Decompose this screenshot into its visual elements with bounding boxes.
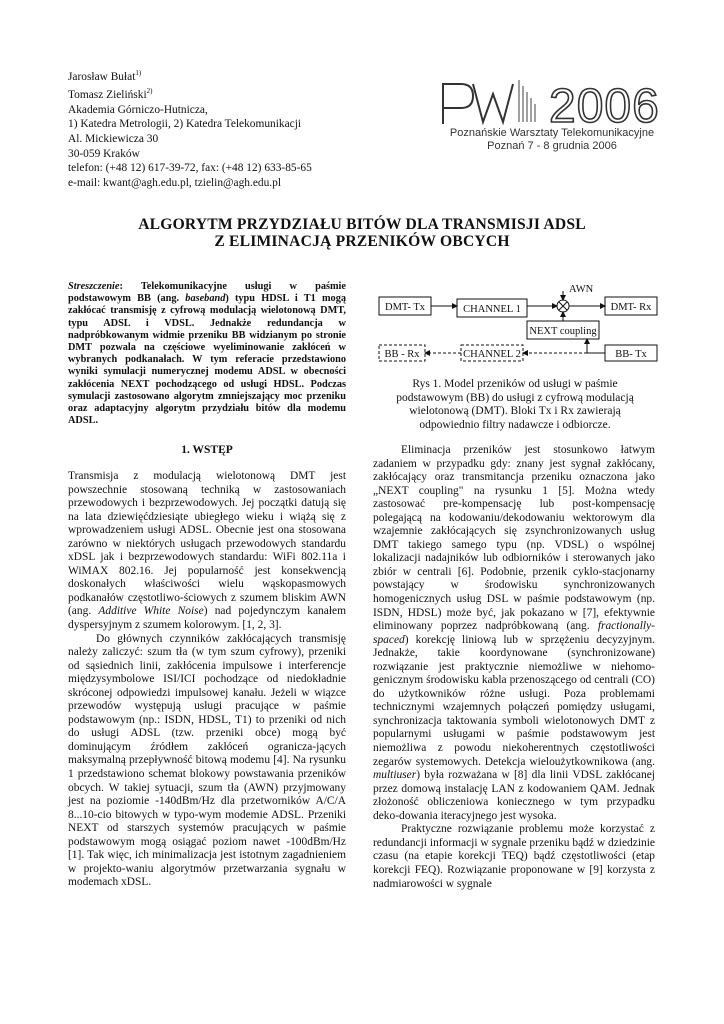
logo-caption-line1: Poznańskie Warsztaty Telekomunikacyjne — [449, 127, 655, 139]
text-run: ) była rozważana w [8] dla linii VDSL zakłócanej przez domową instalację LAN z kodowaniem QAM. Jednak złożoność obliczeniowa koniecznego w tym przypadku deko-dowania iteracyjnego jest wysoka. — [373, 769, 655, 822]
section-heading: 1. WSTĘP — [181, 444, 233, 456]
departments: 1) Katedra Metrologii, 2) Katedra Telekomunikacji — [68, 118, 302, 131]
address-street: Al. Mickiewicza 30 — [68, 132, 159, 145]
left-column-body — [68, 470, 346, 890]
right-column-body — [373, 444, 655, 891]
abstract-em: baseband — [185, 293, 226, 305]
block-diagram — [373, 283, 663, 369]
paragraph: Do głównych czynników zakłócających transmisję należy zaliczyć: szum tła (w tym szum cyfrowy), przeniki od sąsiednich linii, zakłócenia impulsowe i interferencje międzysymbolowe ISI/ICI pochodzące od niedokładnie skróconej odpowiedzi impulsowej kanału. Jeżeli w wiązce przewodów występują usługi pracujące w paśmie podstawowym (np.: ISDN, HDSL, T1) to przeniki od nich do usługi ADSL (tzw. przeniki obce) mogą być dominującym źródłem zakłóceń ogranicza-jących maksymalną przepływność bitową modemu [4]. Na rysunku 1 przedstawiono schemat blokowy powstawania przeników obcych. W takiej sytuacji, szum tła (AWN) przyjmowany jest na poziomie -140dBm/Hz dla przetworników A/C/A 8...10-cio bitowych w typo-wym modemie ADSL. Przeniki NEXT od starszych systemów pracujących w paśmie podstawowym mogą osiągać poziom nawet -100dBm/Hz [1]. Tak więc, ich minimalizacja jest istotnym zagadnieniem w projekto-waniu algorytmów przetwarzania sygnału w modemach xDSL. — [68, 632, 346, 889]
bb-tx-label: BB- Tx — [615, 349, 647, 360]
bb-rx-label: BB - Rx — [384, 349, 420, 360]
paragraph — [373, 444, 655, 823]
abstract-text-b: ) typu HDSL i T1 mogą zakłócać transmisję z cyfrową modulacją wielotonową DMT, typu ADSL i VDSL. Jednakże redundancja w nadpróbkowanym widmie przeniku BB widzianym po stronie DMT pozwala na częściowe wyeliminowanie zakłóceń w wybranych podkanałach. W tym referacie przedstawiono wyniki symulacji numerycznej modemu ADSL w obecności zakłócenia NEXT pochodzącego od usługi HDSL. Podczas symulacji zastosowano algorytm zmniejszający moc przeniku oraz adaptacyjny algorytm przydziału bitów dla modemu ADSL. — [68, 293, 346, 427]
text-run: ) korekcję liniową lub w sprzężeniu decyzyjnym. Jednakże, takie koordynowane (synchronizowane) rozwiązanie jest praktycznie niemożliwe w niehomo-genicznym środowisku kabla przenoszącego od centrali (CO) do użytkowników różne usługi. Poza problemami technicznymi wzajemnych połączeń pomiędzy usługami, synchronizacja taktowania symboli wielotonowych DMT z popularnymi usługami w paśmie podstawowym jest niemożliwa z powodu niekoherentnych częstotliwości zegarów systemowych. Detekcja wieloużytkownikowa (ang. — [373, 633, 655, 768]
figure-caption: Rys 1. Model przeników od usługi w paśmie podstawowym (BB) do usługi z cyfrową modulacją wielotonową (DMT). Bloki Tx i Rx zawierają odpowiednio filtry nadawcze i odbiorcze. — [396, 378, 634, 431]
text-run: ) nad pojedynczym kanałem dyspersyjnym z szumem kolorowym. [1, 2, 3]. — [68, 605, 347, 632]
channel2-label: CHANNEL 2 — [463, 349, 521, 360]
paper-title — [60, 216, 664, 250]
dmt-rx-label: DMT- Rx — [610, 302, 652, 313]
paragraph: Praktyczne rozwiązanie problemu może korzystać z redundancji informacji w sygnale przeniku bądź w dziedzinie czasu (na etapie korekcji TEQ) bądź częstotliwości (etap korekcji FEQ). Rozwiązanie proponowane w [9] korzysta z nadmiarowości w sygnale — [373, 823, 655, 890]
address-city: 30-059 Kraków — [68, 147, 140, 160]
text-run: Transmisja z modulacją wielotonową DMT jest powszechnie stosowaną techniką w zastosowaniach przewodowych i bezprzewodowych. Jej początki datują się na lata dziewięćdziesiąte ubiegłego wieku i wiążą się z wprowadzeniem usługi ADSL. Obecnie jest ona stosowana zarówno w niektórych usługach przewodowych standardu xDSL jak i bezprzewodowych standardu: WiFi 802.11a i WiMAX 802.16. Jej popularność jest konsekwencją doskonałych właściwości wielu wąskopasmowych podkanałów częstotliwo-ściowych z szumem bliskim AWN (ang. — [68, 470, 346, 618]
paragraph — [68, 470, 346, 633]
emphasis: multiuser — [373, 769, 417, 782]
channel1-label: CHANNEL 1 — [463, 304, 521, 315]
author-block — [68, 66, 428, 190]
logo-caption-line2: Poznań 7 - 8 grudnia 2006 — [487, 140, 617, 152]
abstract-text-a: : Telekomunikacyjne usługi w paśmie podstawowym BB (ang. — [68, 281, 346, 305]
affiliation: Akademia Górniczo-Hutnicza, — [68, 103, 208, 116]
title-line-1: ALGORYTM PRZYDZIAŁU BITÓW DLA TRANSMISJI ADSL — [138, 216, 586, 233]
text-run: Eliminacja przeników jest stosunkowo łatwym zadaniem w przypadku gdy: znany jest sygnał zakłócany, zakłócający oraz transmitancja przeniku oznaczona jako „NEXT coupling" na rysunku 1 [5]. Można wtedy zastosować pre-kompensację lub post-kompensację polegającą na kodowaniu/dekodowaniu wektorowym dla wzajemnie zakłócających się zsynchronizowanych usług DMT takiego samego typu (np. VDSL) o wspólnej lokalizacji nadajników lub odbiorników i sterowanych jako zbiór w centrali [6]. Podobnie, przenik cyklo-stacjonarny powstający w środowisku synchronizowanych homogenicznych usług DSL w paśmie podstawowym (np. ISDN, HDSL) może być, jak pokazano w [7], efektywnie eliminowany poprzez nadpróbkowaną (ang. — [373, 444, 655, 633]
logo-caption — [437, 127, 667, 153]
title-line-2: Z ELIMINACJĄ PRZENIKÓW OBCYCH — [214, 233, 510, 250]
dmt-tx-label: DMT- Tx — [385, 302, 425, 313]
next-coupling-label: NEXT coupling — [529, 326, 597, 337]
abstract — [68, 281, 346, 427]
logo-year: 2006 — [549, 80, 660, 133]
author-2: Tomasz Zieliński$^{2)}$ — [68, 87, 153, 102]
abstract-label: Streszczenie — [68, 281, 120, 292]
emphasis: Additive White Noise — [98, 605, 204, 618]
email: e-mail: kwant@agh.edu.pl, tzielin@agh.edu.pl — [68, 176, 281, 189]
emphasis: fractionally-spaced — [373, 620, 655, 646]
awn-label: AWN — [569, 284, 594, 295]
author-1: Jarosław Bułat$^{1)}$ — [68, 69, 142, 83]
phone-fax: telefon: (+48 12) 617-39-72, fax: (+48 12) 633-85-65 — [68, 162, 312, 175]
